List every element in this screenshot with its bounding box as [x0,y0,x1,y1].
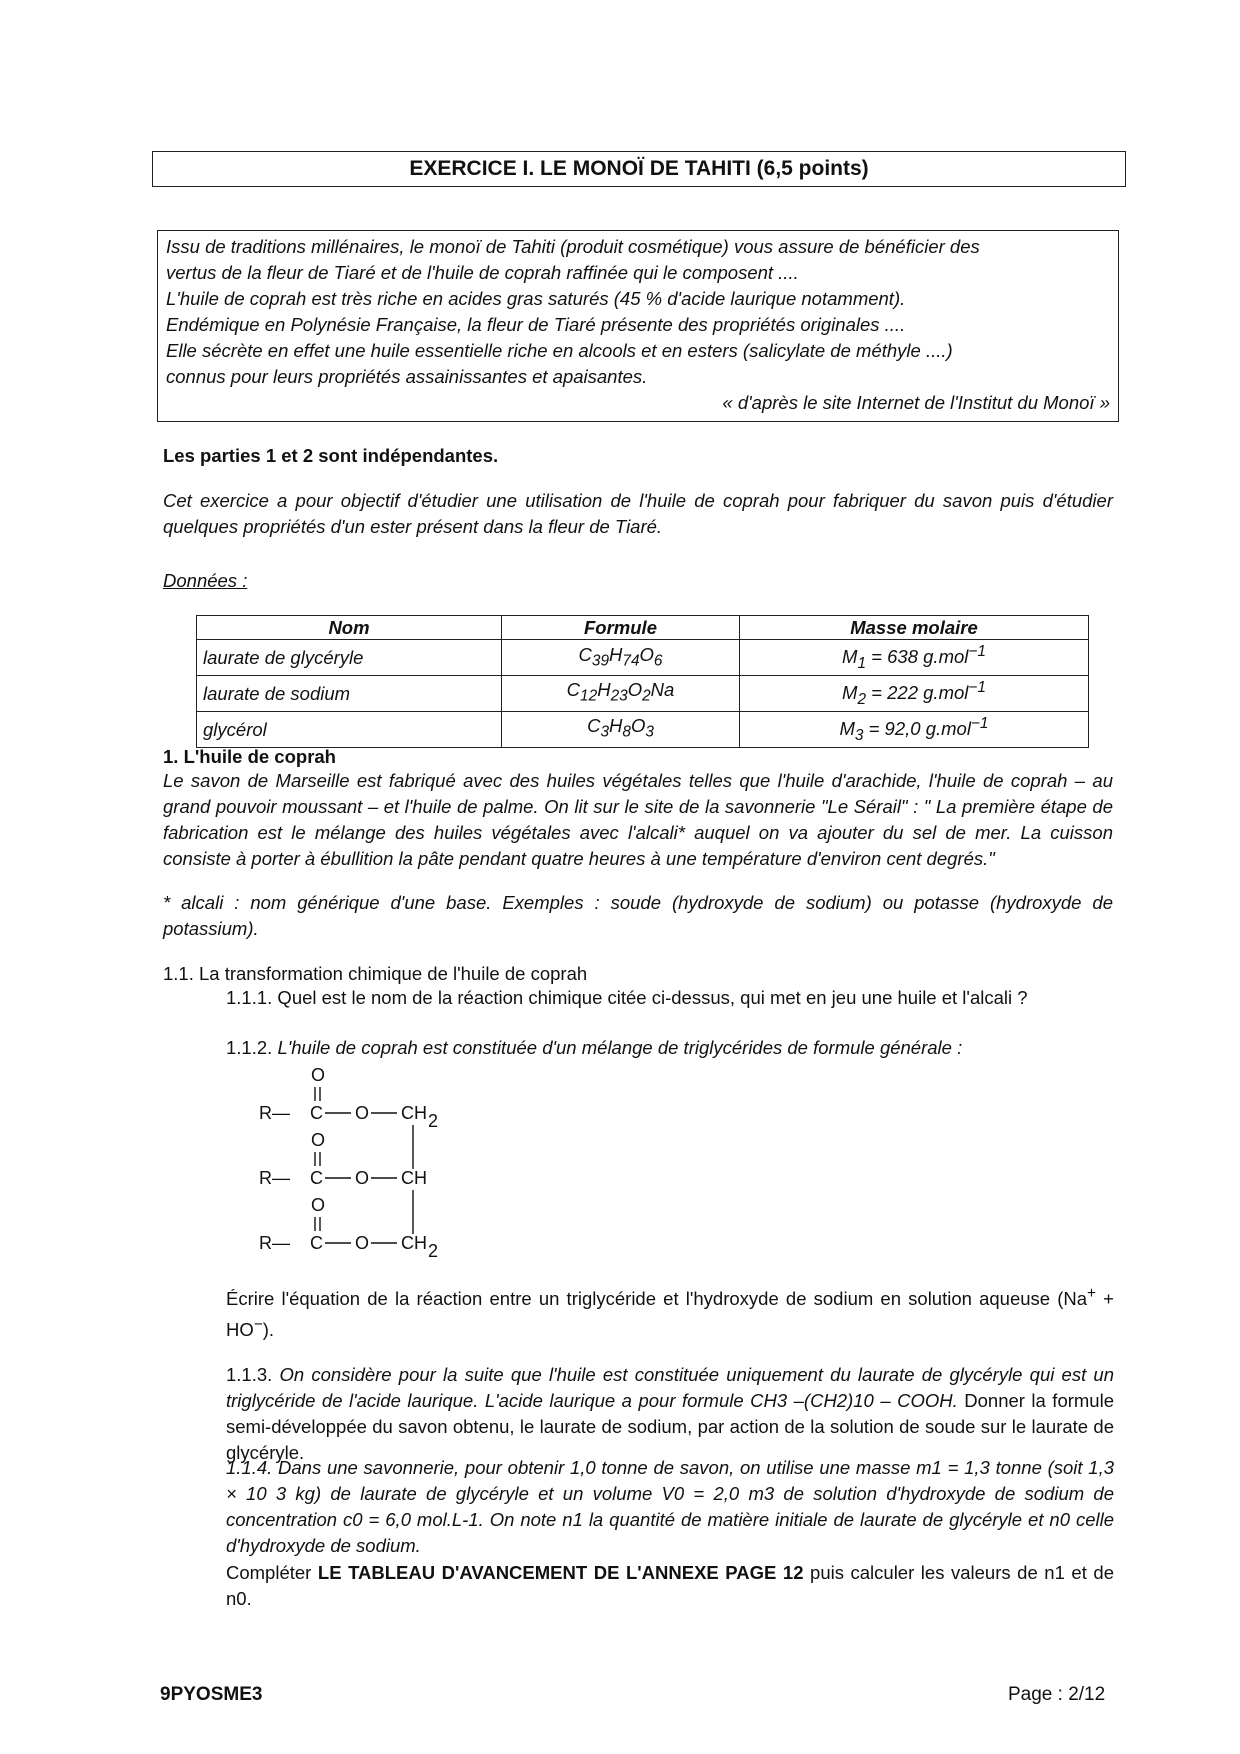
formula-r2: R— [259,1168,290,1188]
cell-formula: $C_3H_8O_3$ [502,711,740,747]
q114-italic: 1.1.4. Dans une savonnerie, pour obtenir 1,0 tonne de savon, on utilise une masse m1 = 1,3 tonne (soit 1,3 × 10 3 kg) de laurate de glycéryle et un volume V0 = 2,0 m3 de solution d'hydroxyde de sodium de concentration c0 = 6,0 mol.L-1. On note n1 la quantité de matière initiale de laurate de glycéryle et n0 celle d'hydroxyde de sodium. [226,1457,1114,1556]
equation-end: ). [262,1319,275,1341]
formula-c3: C [310,1233,323,1253]
cell-name: laurate de sodium [197,675,502,711]
footer-page: Page : 2/12 [1008,1684,1106,1705]
formula-ch2-top: CH [401,1103,427,1123]
intro-line: vertus de la fleur de Tiaré et de l'huile de coprah raffinée qui le composent .... [166,262,799,283]
formula-sub2-bottom: 2 [428,1241,439,1261]
q114-task [226,1560,1114,1612]
cell-mass: $M_1 = 638$ g.mol$^{-1}$ [740,640,1089,676]
intro-line: L'huile de coprah est très riche en acides gras saturés (45 % d'acide laurique notamment). [166,288,906,309]
formula-sub2-top: 2 [428,1111,439,1131]
formula-o-bottom: O [311,1195,326,1215]
section1-paragraph: Le savon de Marseille est fabriqué avec des huiles végétales telles que l'huile d'arachide, l'huile de coprah – au grand pouvoir moussant – et l'huile de palme. On lit sur le site de la savonnerie "Le Sérail" : " La première étape de fabrication est le mélange des huiles végétales avec l'alcali* auquel on va ajouter du sel de mer. La cuisson consiste à porter à ébullition la pâte pendant quatre heures à une température d'environ cent degrés." [163,770,1113,869]
table-row [197,711,1089,747]
intro-source: « d'après le site Internet de l'Institut du Monoï » [722,392,1110,413]
data-label: Données : [163,570,248,591]
q113-block [226,1362,1114,1466]
table-row [197,640,1089,676]
formula-r1: R— [259,1103,290,1123]
q114-task-bold: LE TABLEAU D'AVANCEMENT DE L'ANNEXE PAGE 12 [317,1562,804,1583]
table-header-row [197,616,1089,640]
col-header-masse: Masse molaire [740,616,1089,640]
formula-ox3: O [355,1233,370,1253]
formula-o-mid: O [311,1130,326,1150]
col-header-formule: Formule [502,616,740,640]
q112-line [226,1035,1114,1061]
cell-name: glycérol [197,711,502,747]
q114-task-suffix: puis calculer les valeurs de n1 et de n0. [226,1562,1114,1609]
q113-text: Donner la formule semi-développée du savon obtenu, le laurate de sodium, par action de la solution de soude sur le laurate de glycéryle. [226,1390,1114,1463]
formula-ch: CH [401,1168,427,1188]
formula-ch2-bottom: CH [401,1233,427,1253]
formula-r3: R— [259,1233,290,1253]
intro-line: connus pour leurs propriétés assainissantes et apaisantes. [166,366,648,387]
q112-number: 1.1.2. [226,1037,273,1058]
col-header-nom: Nom [197,616,502,640]
q114-task-prefix: Compléter [226,1562,318,1583]
q113-number: 1.1.3. [226,1364,273,1385]
section1-footnote: * alcali : nom générique d'une base. Exemples : soude (hydroxyde de sodium) ou potasse (hydroxyde de potassium). [163,892,1113,939]
equation-task [226,1281,1114,1343]
intro-line: Endémique en Polynésie Française, la fleur de Tiaré présente des propriétés originales .... [166,314,906,335]
q112-text: L'huile de coprah est constituée d'un mélange de triglycérides de formule générale : [277,1037,963,1058]
cell-mass: $M_3 = 92,0$ g.mol$^{-1}$ [740,711,1089,747]
intro-line: Issu de traditions millénaires, le monoï de Tahiti (produit cosmétique) vous assure de bénéficier des [166,236,980,257]
formula-ox2: O [355,1168,370,1188]
equation-minus: − [253,1316,263,1334]
cell-name: laurate de glycéryle [197,640,502,676]
footer-code: 9PYOSME3 [160,1684,263,1705]
formula-c1: C [310,1103,323,1123]
q11-title: 1.1. La transformation chimique de l'huile de coprah [163,963,588,984]
equation-plus: + [1087,1285,1097,1302]
triglyceride-formula [255,1063,485,1268]
q111-text: 1.1.1. Quel est le nom de la réaction chimique citée ci-dessus, qui met en jeu une huile et l'alcali ? [226,987,1028,1008]
formula-c2: C [310,1168,323,1188]
section1-heading: 1. L'huile de coprah [163,746,336,767]
formula-ox1: O [355,1103,370,1123]
data-table [196,615,1089,748]
table-row [197,675,1089,711]
cell-formula: $C_{39}H_{74}O_6$ [502,640,740,676]
equation-task-text: Écrire l'équation de la réaction entre un triglycéride et l'hydroxyde de sodium en solution aqueuse (Na [226,1288,1088,1310]
cell-mass: $M_2 = 222$ g.mol$^{-1}$ [740,675,1089,711]
equation-mid: + HO [226,1288,1114,1341]
intro-quote-box [157,230,1119,422]
q113-italic: On considère pour la suite que l'huile est constituée uniquement du laurate de glycéryle qui est un triglycéride de l'acide laurique. L'acide laurique a pour formule CH3 –(CH2)10 – COOH. [226,1364,1115,1411]
formula-o-top: O [311,1065,326,1085]
intro-line: Elle sécrète en effet une huile essentielle riche en alcools et en esters (salicylate de méthyle ....) [166,340,953,361]
exercise-title: EXERCICE I. LE MONOÏ DE TAHITI (6,5 points) [152,151,1126,187]
objective-text: Cet exercice a pour objectif d'étudier une utilisation de l'huile de coprah pour fabriquer du savon puis d'étudier quelques propriétés d'un ester présent dans la fleur de Tiaré. [163,490,1113,537]
cell-formula: $C_{12}H_{23}O_2Na$ [502,675,740,711]
parts-note: Les parties 1 et 2 sont indépendantes. [163,445,499,466]
